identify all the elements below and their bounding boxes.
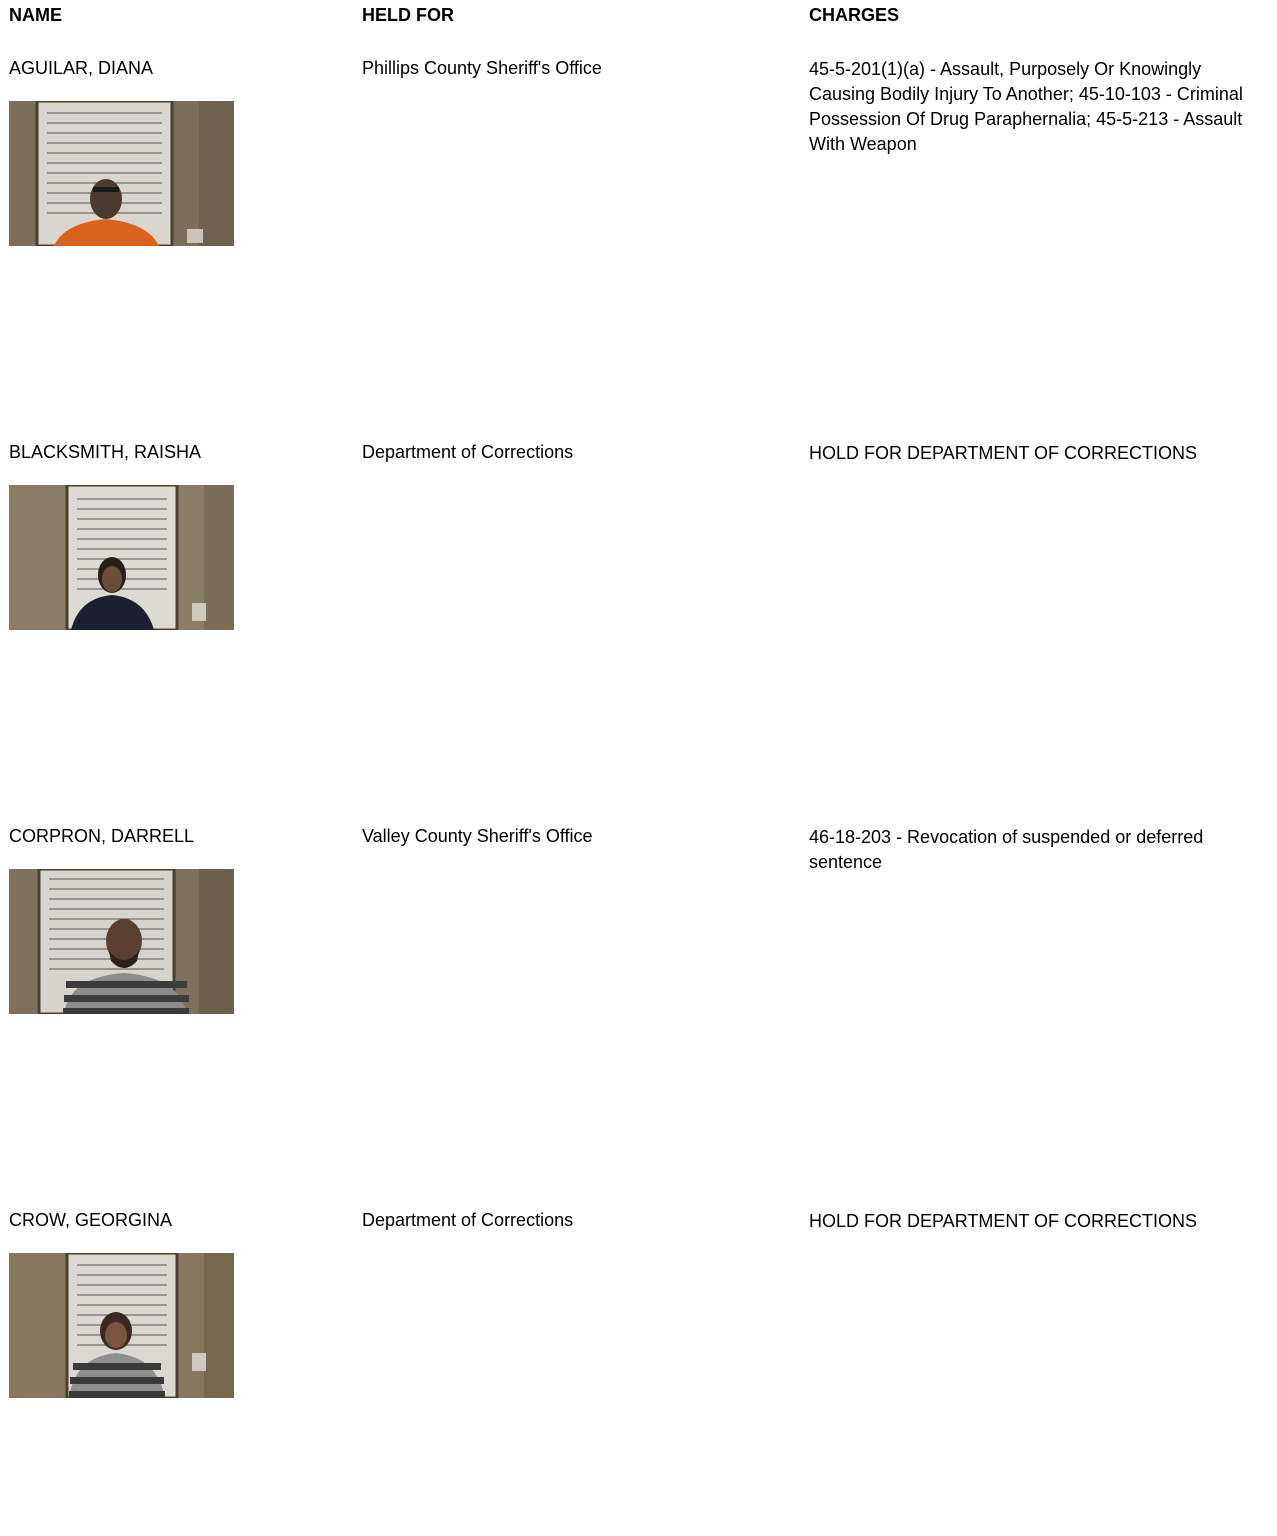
inmate-charges: HOLD FOR DEPARTMENT OF CORRECTIONS (809, 1211, 1198, 1231)
inmate-name: CORPRON, DARRELL (9, 826, 195, 846)
inmate-held-for: Valley County Sheriff's Office (362, 826, 593, 846)
column-header-charges: CHARGES (809, 5, 900, 25)
column-header-name: NAME (9, 5, 62, 25)
mugshot-photo[interactable] (9, 1253, 234, 1398)
mugshot-photo[interactable] (9, 485, 234, 630)
inmate-charges: 46-18-203 - Revocation of suspended or deferred sentence (809, 827, 1204, 872)
inmate-held-for: Phillips County Sheriff's Office (362, 58, 602, 78)
inmate-charges: 45-5-201(1)(a) - Assault, Purposely Or Knowingly Causing Bodily Injury To Another; 45-10-103 - Criminal Possession Of Drug Paraphernalia; 45-5-213 - Assault With Weapon (809, 59, 1243, 154)
inmate-name: AGUILAR, DIANA (9, 58, 154, 78)
inmate-charges: HOLD FOR DEPARTMENT OF CORRECTIONS (809, 443, 1198, 463)
mugshot-image (9, 869, 234, 1014)
mugshot-photo[interactable] (9, 101, 234, 246)
mugshot-image (9, 101, 234, 246)
mugshot-image (9, 485, 234, 630)
inmate-record (0, 768, 1277, 1152)
inmate-name: BLACKSMITH, RAISHA (9, 442, 202, 462)
mugshot-photo[interactable] (9, 869, 234, 1014)
inmate-name: CROW, GEORGINA (9, 1210, 173, 1230)
inmate-record (0, 1152, 1277, 1536)
mugshot-image (9, 1253, 234, 1398)
inmate-record (0, 384, 1277, 768)
inmate-record (0, 0, 1277, 384)
inmate-held-for: Department of Corrections (362, 442, 574, 462)
inmate-held-for: Department of Corrections (362, 1210, 574, 1230)
column-header-held-for: HELD FOR (362, 5, 454, 25)
